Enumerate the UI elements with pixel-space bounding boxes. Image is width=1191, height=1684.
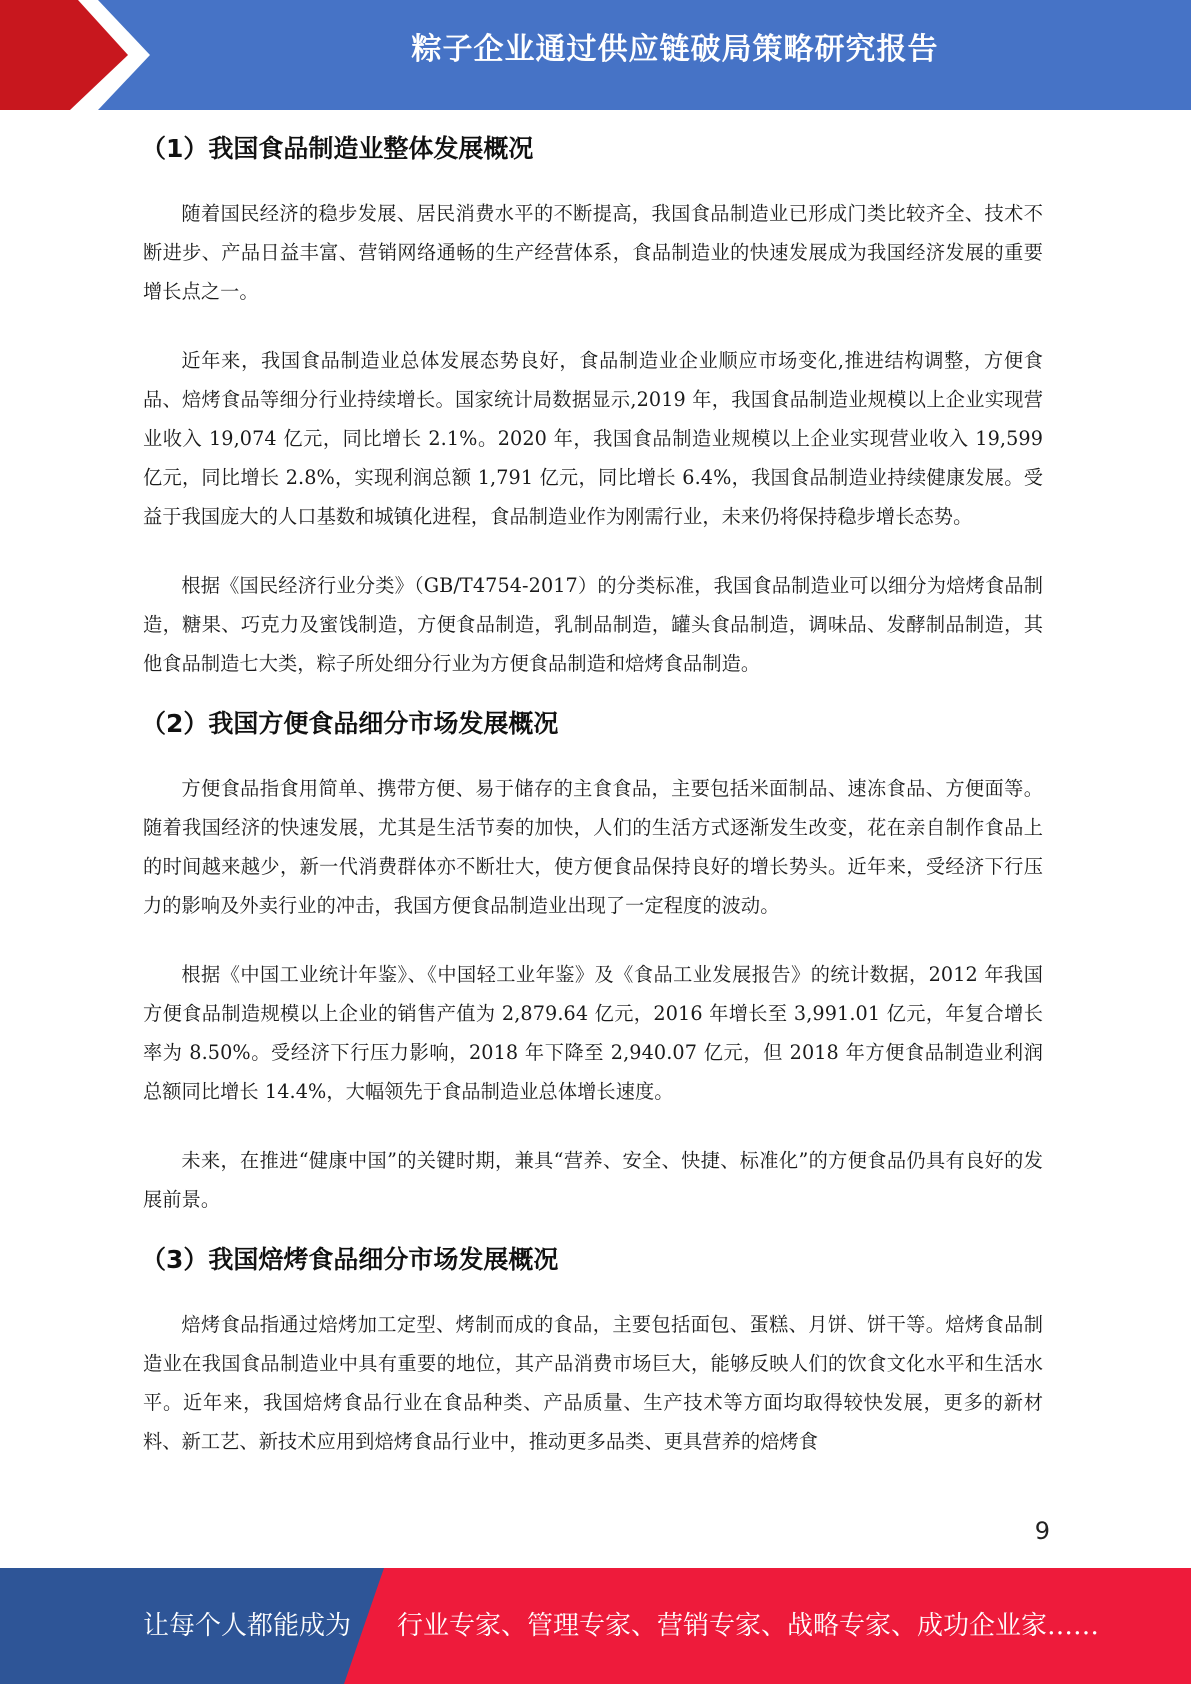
report-title: 粽子企业通过供应链破局策略研究报告 xyxy=(411,32,939,67)
paragraph: 方便食品指食用简单、携带方便、易于储存的主食食品，主要包括米面制品、速冻食品、方便面等。随着我国经济的快速发展，尤其是生活节奏的加快，人们的生活方式逐渐发生改变，花在亲自制作食品上的时间越来越少，新一代消费群体亦不断壮大，使方便食品保持良好的增长势头。近年来，受经济下行压力的影响及外卖行业的冲击，我国方便食品制造业出现了一定程度的波动。 xyxy=(143,777,1043,917)
section-convenience-food xyxy=(143,701,1043,1219)
paragraph: 焙烤食品指通过焙烤加工定型、烤制而成的食品，主要包括面包、蛋糕、月饼、饼干等。焙烤食品制造业在我国食品制造业中具有重要的地位，其产品消费市场巨大，能够反映人们的饮食文化水平和生活水平。近年来，我国焙烤食品行业在食品种类、产品质量、生产技术等方面均取得较快发展，更多的新材料、新工艺、新技术应用到焙烤食品行业中，推动更多品类、更具营养的焙烤食 xyxy=(143,1313,1043,1453)
section-heading: （1）我国食品制造业整体发展概况 xyxy=(141,134,534,163)
section-heading: （2）我国方便食品细分市场发展概况 xyxy=(141,709,559,738)
footer-slogan-right: 行业专家、管理专家、营销专家、战略专家、成功企业家…… xyxy=(397,1611,1100,1641)
page-header xyxy=(0,0,1191,110)
paragraph: 根据《国民经济行业分类》（GB/T4754-2017）的分类标准，我国食品制造业可以细分为焙烤食品制造，糖果、巧克力及蜜饯制造，方便食品制造，乳制品制造，罐头食品制造，调味品、发酵制品制造，其他食品制造七大类，粽子所处细分行业为方便食品制造和焙烤食品制造。 xyxy=(143,574,1043,675)
section-heading: （3）我国焙烤食品细分市场发展概况 xyxy=(141,1245,559,1274)
header-chevron-graphic xyxy=(0,0,160,110)
section-bakery-food xyxy=(143,1237,1043,1461)
paragraph: 未来，在推进“健康中国”的关键时期，兼具“营养、安全、快捷、标准化”的方便食品仍具有良好的发展前景。 xyxy=(143,1149,1043,1211)
section-food-manufacturing xyxy=(143,126,1043,683)
paragraph: 近年来，我国食品制造业总体发展态势良好，食品制造业企业顺应市场变化,推进结构调整，方便食品、焙烤食品等细分行业持续增长。国家统计局数据显示,2019 年，我国食品制造业规模以上企业实现营业收入 19,074 亿元，同比增长 2.1%。2020 年，我国食品制造业规模以上企业实现营业收入 19,599 亿元，同比增长 2.8%，实现利润总额 1,791 亿元，同比增长 6.4%，我国食品制造业持续健康发展。受益于我国庞大的人口基数和城镇化进程，食品制造业作为刚需行业，未来仍将保持稳步增长态势。 xyxy=(143,349,1043,528)
document-body xyxy=(143,126,1043,1461)
paragraph: 随着国民经济的稳步发展、居民消费水平的不断提高，我国食品制造业已形成门类比较齐全、技术不断进步、产品日益丰富、营销网络通畅的生产经营体系，食品制造业的快速发展成为我国经济发展的重要增长点之一。 xyxy=(143,202,1043,303)
page-number: 9 xyxy=(1034,1517,1050,1545)
paragraph: 根据《中国工业统计年鉴》、《中国轻工业年鉴》及《食品工业发展报告》的统计数据，2012 年我国方便食品制造规模以上企业的销售产值为 2,879.64 亿元，2016 年增长至 3,991.01 亿元，年复合增长率为 8.50%。受经济下行压力影响，2018 年下降至 2,940.07 亿元，但 2018 年方便食品制造业利润总额同比增长 14.4%，大幅领先于食品制造业总体增长速度。 xyxy=(143,963,1043,1103)
page-footer xyxy=(0,1568,1191,1684)
footer-slogan-left: 让每个人都能成为 xyxy=(143,1611,352,1641)
